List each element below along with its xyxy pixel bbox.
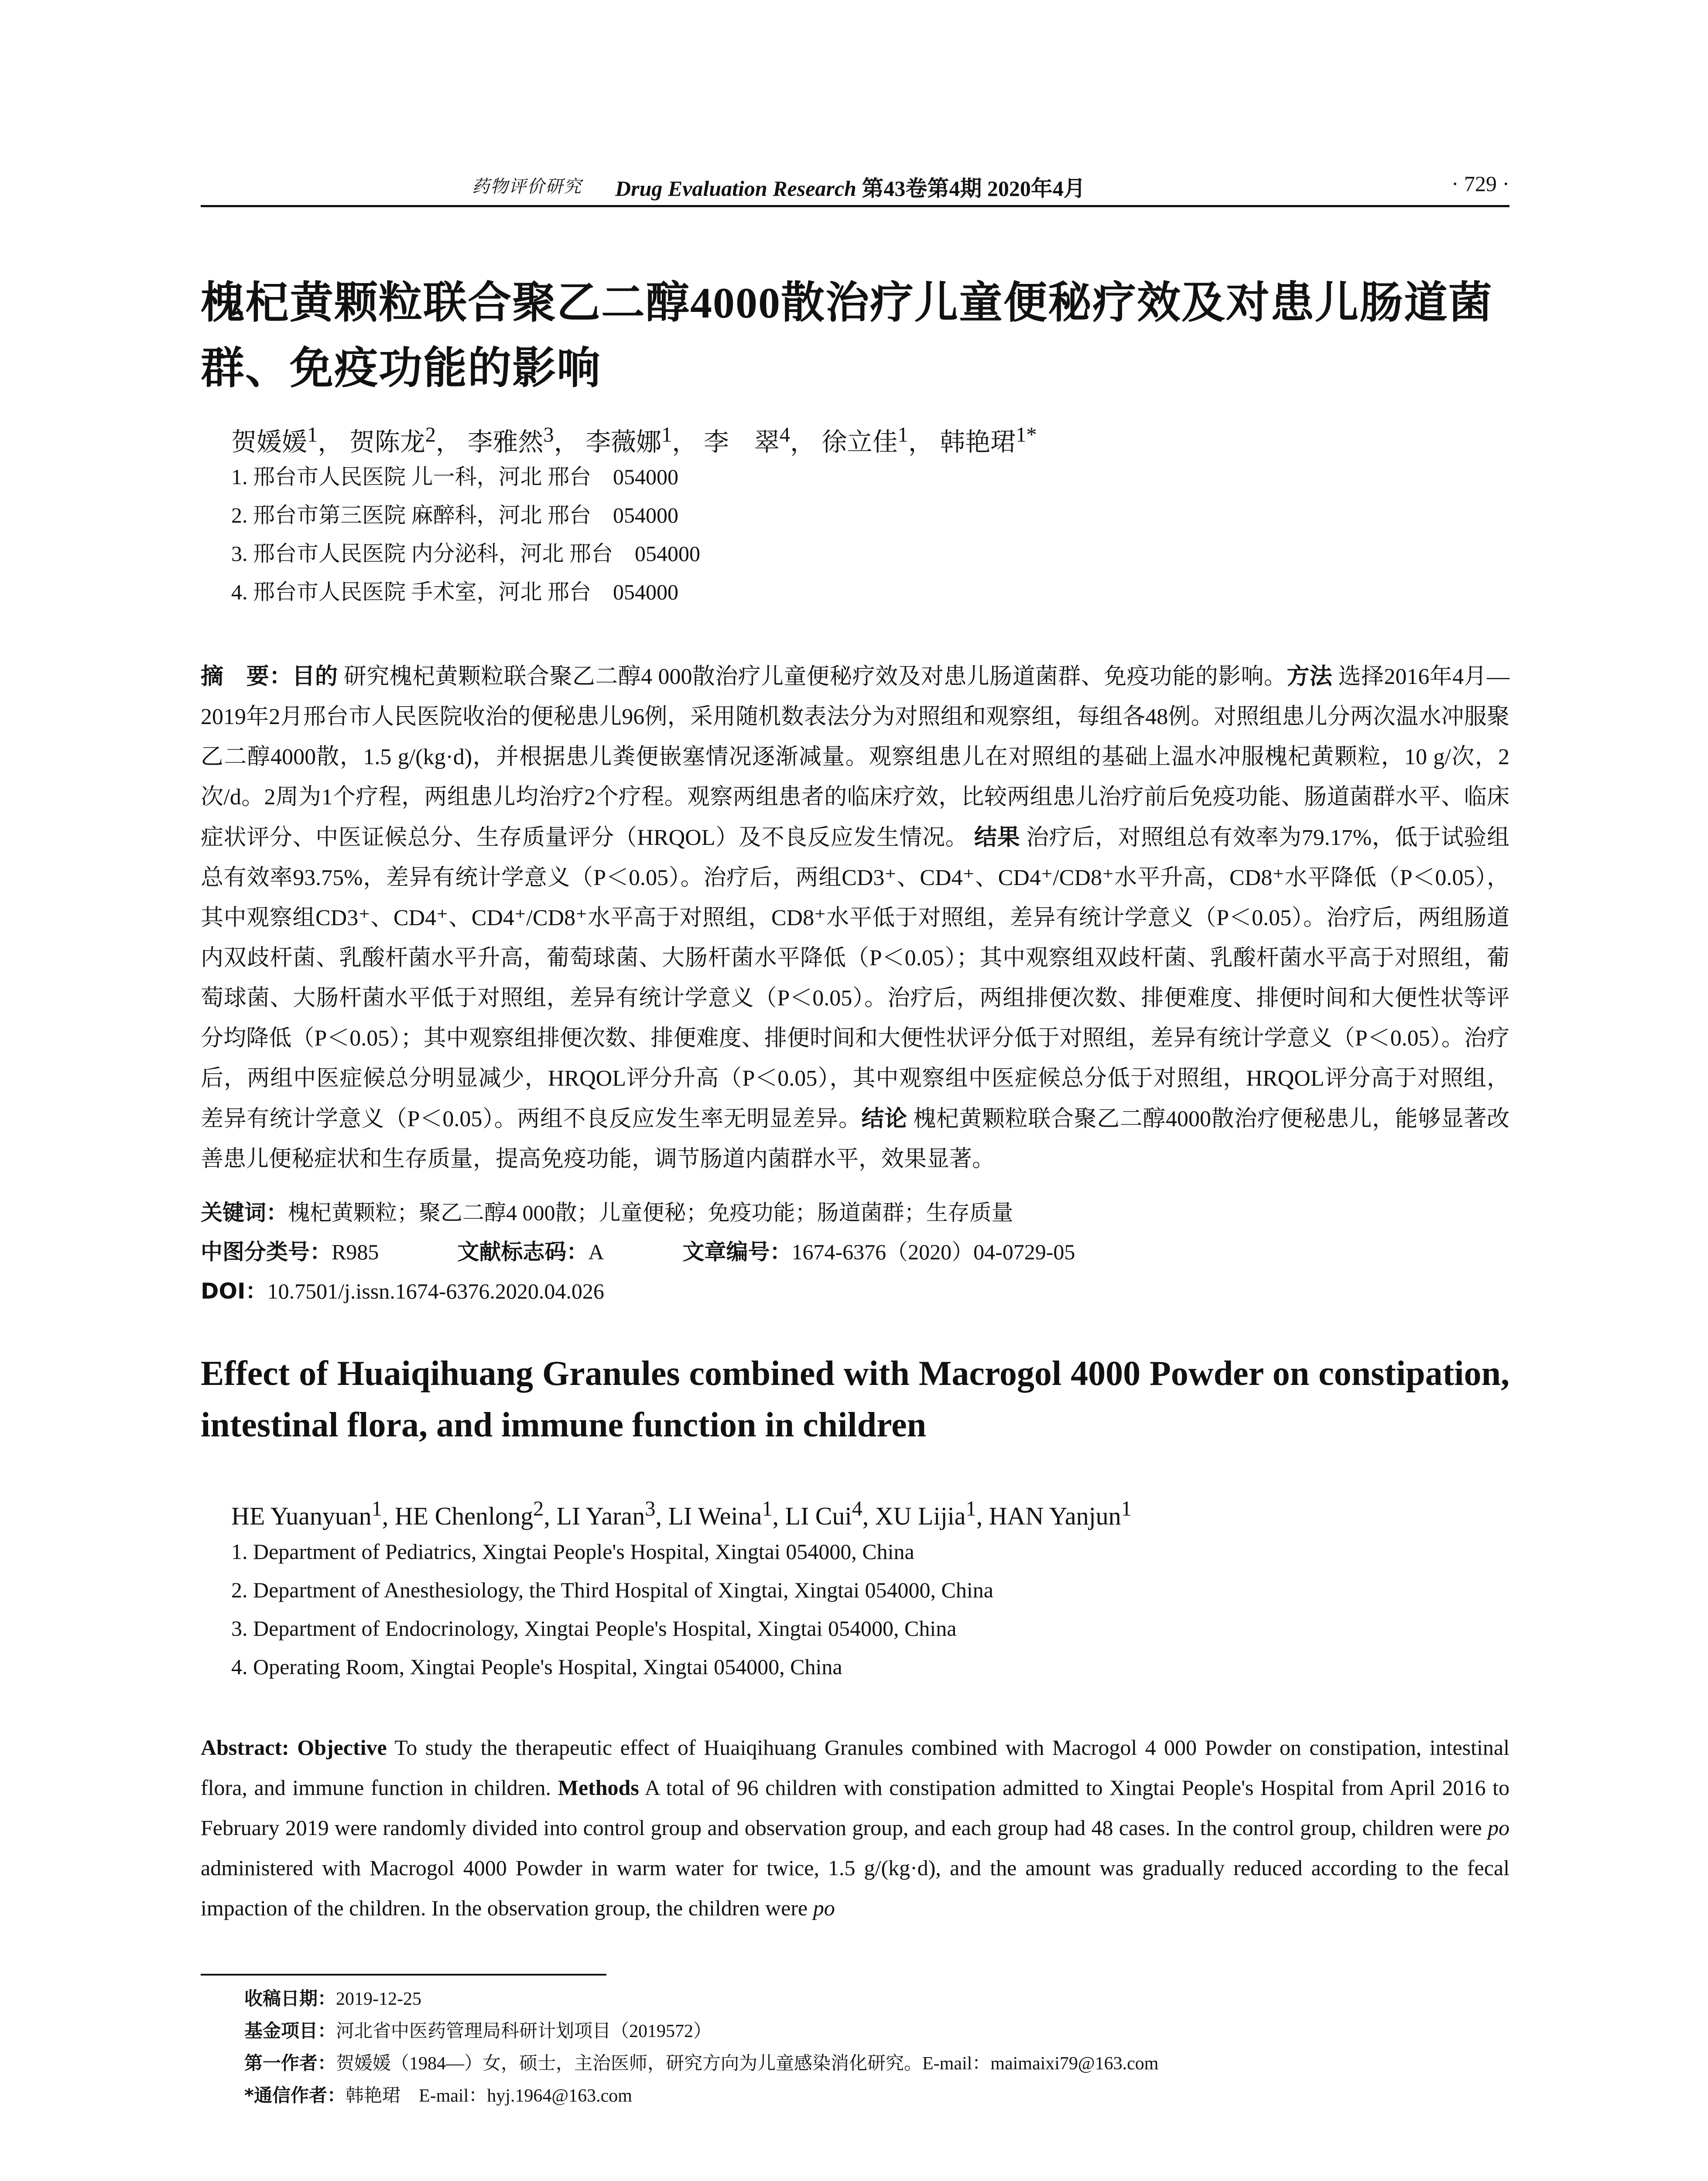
journal-logo: 药物评价研究 xyxy=(472,177,582,196)
abstract-cn xyxy=(201,656,1509,1179)
author-en: LI Yaran$^3$ xyxy=(556,1497,656,1531)
affiliation-cn-1: 1. 邢台市人民医院 儿一科，河北 邢台 054000 xyxy=(231,465,678,489)
author-en: LI Weina$^1$ xyxy=(668,1497,773,1531)
footnote-funding: 基金项目：河北省中医药管理局科研计划项目（2019572） xyxy=(244,2020,712,2041)
running-header xyxy=(201,167,1509,206)
affiliation-cn-4: 4. 邢台市人民医院 手术室，河北 邢台 054000 xyxy=(231,580,678,604)
author-cn: 李雅然$^3$ xyxy=(467,424,554,457)
results-text-cn: 治疗后，对照组总有效率为79.17%，低于试验组总有效率93.75%，差异有统计学意义（P＜0.05）。治疗后，两组CD3⁺、CD4⁺、CD4⁺/CD8⁺水平升高，CD8⁺水平降低（P＜0.05），其中观察组CD3⁺、CD4⁺、CD4⁺/CD8⁺水平高于对照组，CD8⁺水平低于对照组，差异有统计学意义（P＜0.05）。治疗后，两组肠道内双歧杆菌、乳酸杆菌水平升高，葡萄球菌、大肠杆菌水平降低（P＜0.05）；其中观察组双歧杆菌、乳酸杆菌水平高于对照组，葡萄球菌、大肠杆菌水平低于对照组，差异有统计学意义（P＜0.05）。治疗后，两组排便次数、排便难度、排便时间和大便性状等评分均降低（P＜0.05）；其中观察组排便次数、排便难度、排便时间和大便性状评分低于对照组，差异有统计学意义（P＜0.05）。治疗后，两组中医症候总分明显减少，HRQOL评分升高（P＜0.05），其中观察组中医症候总分低于对照组，HRQOL评分高于对照组，差异有统计学意义（P＜0.05）。两组不良反应发生率无明显差异。 xyxy=(201,825,1510,1132)
header-rule xyxy=(201,205,1509,207)
affiliation-en-1: 1. Department of Pediatrics, Xingtai People's Hospital, Xingtai 054000, China xyxy=(231,1539,914,1564)
keywords-value: 槐杞黄颗粒；聚乙二醇4 000散；儿童便秘；免疫功能；肠道菌群；生存质量 xyxy=(288,1200,1013,1225)
journal-name-en: Drug Evaluation Research xyxy=(615,176,856,201)
author-list-en: HE Yuanyuan$^1$, HE Chenlong$^2$, LI Yaran$^3$, LI Weina$^1$, LI Cui$^4$, XU Lijia$^1$, HAN Yanjun$^1$ xyxy=(231,1497,1132,1531)
objective-text-cn: 研究槐杞黄颗粒联合聚乙二醇4 000散治疗儿童便秘疗效及对患儿肠道菌群、免疫功能的影响。 xyxy=(343,664,1287,689)
objective-text-en: To study the therapeutic effect of Huaiqihuang Granules combined with Macrogol 4 000 Powder on constipation, intestinal flora, and immune function in children. xyxy=(201,1735,1509,1800)
doi-value[interactable]: 10.7501/j.issn.1674-6376.2020.04.026 xyxy=(267,1279,604,1303)
doi-label: DOI： xyxy=(201,1279,267,1304)
methods-label-en: Methods xyxy=(558,1775,639,1800)
affiliation-en-3: 3. Department of Endocrinology, Xingtai People's Hospital, Xingtai 054000, China xyxy=(231,1616,957,1641)
author-en: XU Lijia$^1$ xyxy=(875,1497,976,1531)
author-cn: 李薇娜$^1$ xyxy=(585,424,672,457)
conclusion-label-cn: 结论 xyxy=(861,1106,907,1132)
author-en: HE Chenlong$^2$ xyxy=(394,1497,544,1531)
author-list-cn: 贺媛媛$^1$， 贺陈龙$^2$， 李雅然$^3$， 李薇娜$^1$， 李 翠$^4$， 徐立佳$^1$， 韩艳珺$^{1*}$ xyxy=(231,424,1037,457)
page-number: · 729 · xyxy=(1451,171,1509,196)
footnote-first-author: 第一作者：贺媛媛（1984—）女，硕士，主治医师，研究方向为儿童感染消化研究。E-mail：maimaixi79@163.com xyxy=(244,2052,1159,2074)
footnote-corresponding: *通信作者：韩艳珺 E-mail：hyj.1964@163.com xyxy=(244,2085,632,2106)
doi-line xyxy=(201,1274,1509,1309)
abstract-label-en: Abstract: xyxy=(201,1735,289,1760)
footnote-rule xyxy=(201,1974,606,1976)
title-cn: 槐杞黄颗粒联合聚乙二醇4000散治疗儿童便秘疗效及对患儿肠道菌群、免疫功能的影响 xyxy=(201,279,1493,393)
doc-code-label: 文献标志码： xyxy=(457,1239,589,1265)
methods-label-cn: 方法 xyxy=(1287,663,1333,690)
journal-citation xyxy=(615,171,1085,202)
methods-text-cn: 选择2016年4月—2019年2月邢台市人民医院收治的便秘患儿96例，采用随机数表法分为对照组和观察组，每组各48例。对照组患儿分两次温水冲服聚乙二醇4000散，1.5 g/(kg·d)，并根据患儿粪便嵌塞情况逐渐减量。观察组患儿在对照组的基础上温水冲服槐杞黄颗粒，10 g/次，2次/d。2周为1个疗程，两组患儿均治疗2个疗程。观察两组患者的临床疗效，比较两组患儿治疗前后免疫功能、肠道菌群水平、临床症状评分、中医证候总分、生存质量评分（HRQOL）及不良反应发生情况。 xyxy=(201,664,1509,850)
objective-label-cn: 目的 xyxy=(292,663,338,690)
methods-text-en-b: administered with Macrogol 4000 Powder in warm water for twice, 1.5 g/(kg·d), and the amount was gradually reduced according to the fecal impaction of the children. In the observation group, the children were xyxy=(201,1856,1509,1920)
abstract-label-cn: 摘 要： xyxy=(201,663,292,690)
volume-issue: 第43卷第4期 2020年4月 xyxy=(862,176,1085,201)
results-label-cn: 结果 xyxy=(974,824,1020,851)
affiliation-cn-2: 2. 邢台市第三医院 麻醉科，河北 邢台 054000 xyxy=(231,503,678,527)
author-cn: 贺媛媛$^1$ xyxy=(231,424,318,457)
author-en: HE Yuanyuan$^1$ xyxy=(231,1497,382,1531)
affiliation-cn-3: 3. 邢台市人民医院 内分泌科，河北 邢台 054000 xyxy=(231,541,700,566)
po-term: po xyxy=(813,1896,835,1920)
author-cn: 李 翠$^4$ xyxy=(703,424,790,457)
title-en: Effect of Huaiqihuang Granules combined with Macrogol 4000 Powder on constipation, intestinal flora, and immune function in children xyxy=(201,1354,1509,1444)
abstract-en xyxy=(201,1727,1509,1928)
footnote-received: 收稿日期：2019-12-25 xyxy=(244,1988,421,2009)
affiliation-en-2: 2. Department of Anesthesiology, the Third Hospital of Xingtai, Xingtai 054000, China xyxy=(231,1578,993,1602)
author-cn: 韩艳珺$^{1*}$ xyxy=(940,424,1037,457)
article-number-value: 1674-6376（2020）04-0729-05 xyxy=(791,1240,1075,1264)
affiliation-en-4: 4. Operating Room, Xingtai People's Hospital, Xingtai 054000, China xyxy=(231,1655,842,1679)
article-number-label: 文章编号： xyxy=(682,1239,792,1265)
conclusion-text-cn: 槐杞黄颗粒联合聚乙二醇4000散治疗便秘患儿，能够显著改善患儿便秘症状和生存质量，提高免疫功能，调节肠道内菌群水平，效果显著。 xyxy=(201,1107,1510,1172)
author-en: HAN Yanjun$^1$ xyxy=(989,1497,1132,1531)
clc-value: R985 xyxy=(332,1240,379,1264)
doc-code-value: A xyxy=(588,1240,604,1264)
methods-text-en-a: A total of 96 children with constipation admitted to Xingtai People's Hospital from April 2016 to February 2019 were randomly divided into control group and observation group, and each group had 48 cases. In the control group, children were xyxy=(201,1775,1510,1840)
classification-line xyxy=(201,1234,1509,1269)
author-en: LI Cui$^4$ xyxy=(785,1497,863,1531)
po-term: po xyxy=(1488,1815,1509,1840)
clc-label: 中图分类号： xyxy=(201,1239,332,1265)
keywords-label: 关键词： xyxy=(201,1200,288,1225)
author-cn: 徐立佳$^1$ xyxy=(821,424,908,457)
objective-label-en: Objective xyxy=(297,1735,387,1760)
keywords-cn xyxy=(201,1195,1509,1230)
author-cn: 贺陈龙$^2$ xyxy=(349,424,436,457)
